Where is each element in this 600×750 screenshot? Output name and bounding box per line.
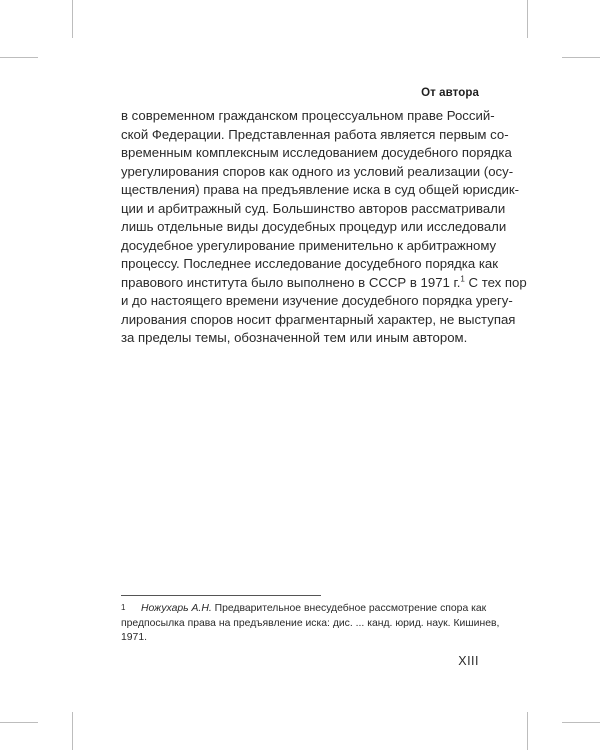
crop-mark-right-top [562, 57, 600, 58]
text-line: в современном гражданском процессуальном праве Россий- [121, 108, 495, 123]
crop-mark-bottom-left [72, 712, 73, 750]
running-head: От автора [421, 87, 479, 99]
footnote-author: Ножухарь А.Н. [141, 603, 212, 614]
text-line: временным комплексным исследованием досудебного порядка [121, 145, 512, 160]
footnote-reference[interactable]: 1 [460, 274, 465, 284]
text-line: за пределы темы, обозначенной тем или иным автором. [121, 330, 468, 345]
footnote-line: 1971. [121, 632, 148, 643]
text-line: лишь отдельные виды досудебных процедур или исследовали [121, 219, 507, 234]
crop-mark-left-bottom [0, 722, 38, 723]
text-line: лирования споров носит фрагментарный характер, не выступая [121, 311, 516, 327]
text-segment: правового института было выполнено в СССР в 1971 г. [121, 274, 461, 290]
text-line: ции и арбитражный суд. Большинство авторов рассматривали [121, 200, 506, 216]
text-line: процессу. Последнее исследование досудебного порядка как [121, 256, 499, 271]
text-line: ществления) права на предъявление иска в суд общей юрисдик- [121, 182, 520, 197]
crop-mark-right-bottom [562, 722, 600, 723]
footnote-rule [121, 595, 321, 596]
text-line: и до настоящего времени изучение досудебного порядка урегу- [121, 293, 513, 308]
footnote-line: предпосылка права на предъявление иска: дис. ... канд. юрид. наук. Кишинев, [121, 617, 500, 629]
crop-mark-left-top [0, 57, 38, 58]
text-line: досудебное урегулирование применительно к арбитражному [121, 237, 497, 253]
crop-mark-bottom-right [527, 712, 528, 750]
body-text [121, 107, 527, 348]
text-line: урегулирования споров как одного из условий реализации (осу- [121, 163, 514, 179]
footnote-number: 1 [121, 603, 126, 612]
text-segment: С тех пор [464, 274, 527, 290]
footnote [121, 602, 500, 646]
page-number: XIII [458, 654, 479, 668]
text-line-with-ref [121, 274, 527, 293]
crop-mark-top-left [72, 0, 73, 38]
footnote-line [121, 602, 487, 617]
crop-mark-top-right [527, 0, 528, 38]
footnote-text: Предварительное внесудебное рассмотрение спора как [211, 603, 487, 614]
text-line: ской Федерации. Представленная работа является первым со- [121, 126, 509, 142]
